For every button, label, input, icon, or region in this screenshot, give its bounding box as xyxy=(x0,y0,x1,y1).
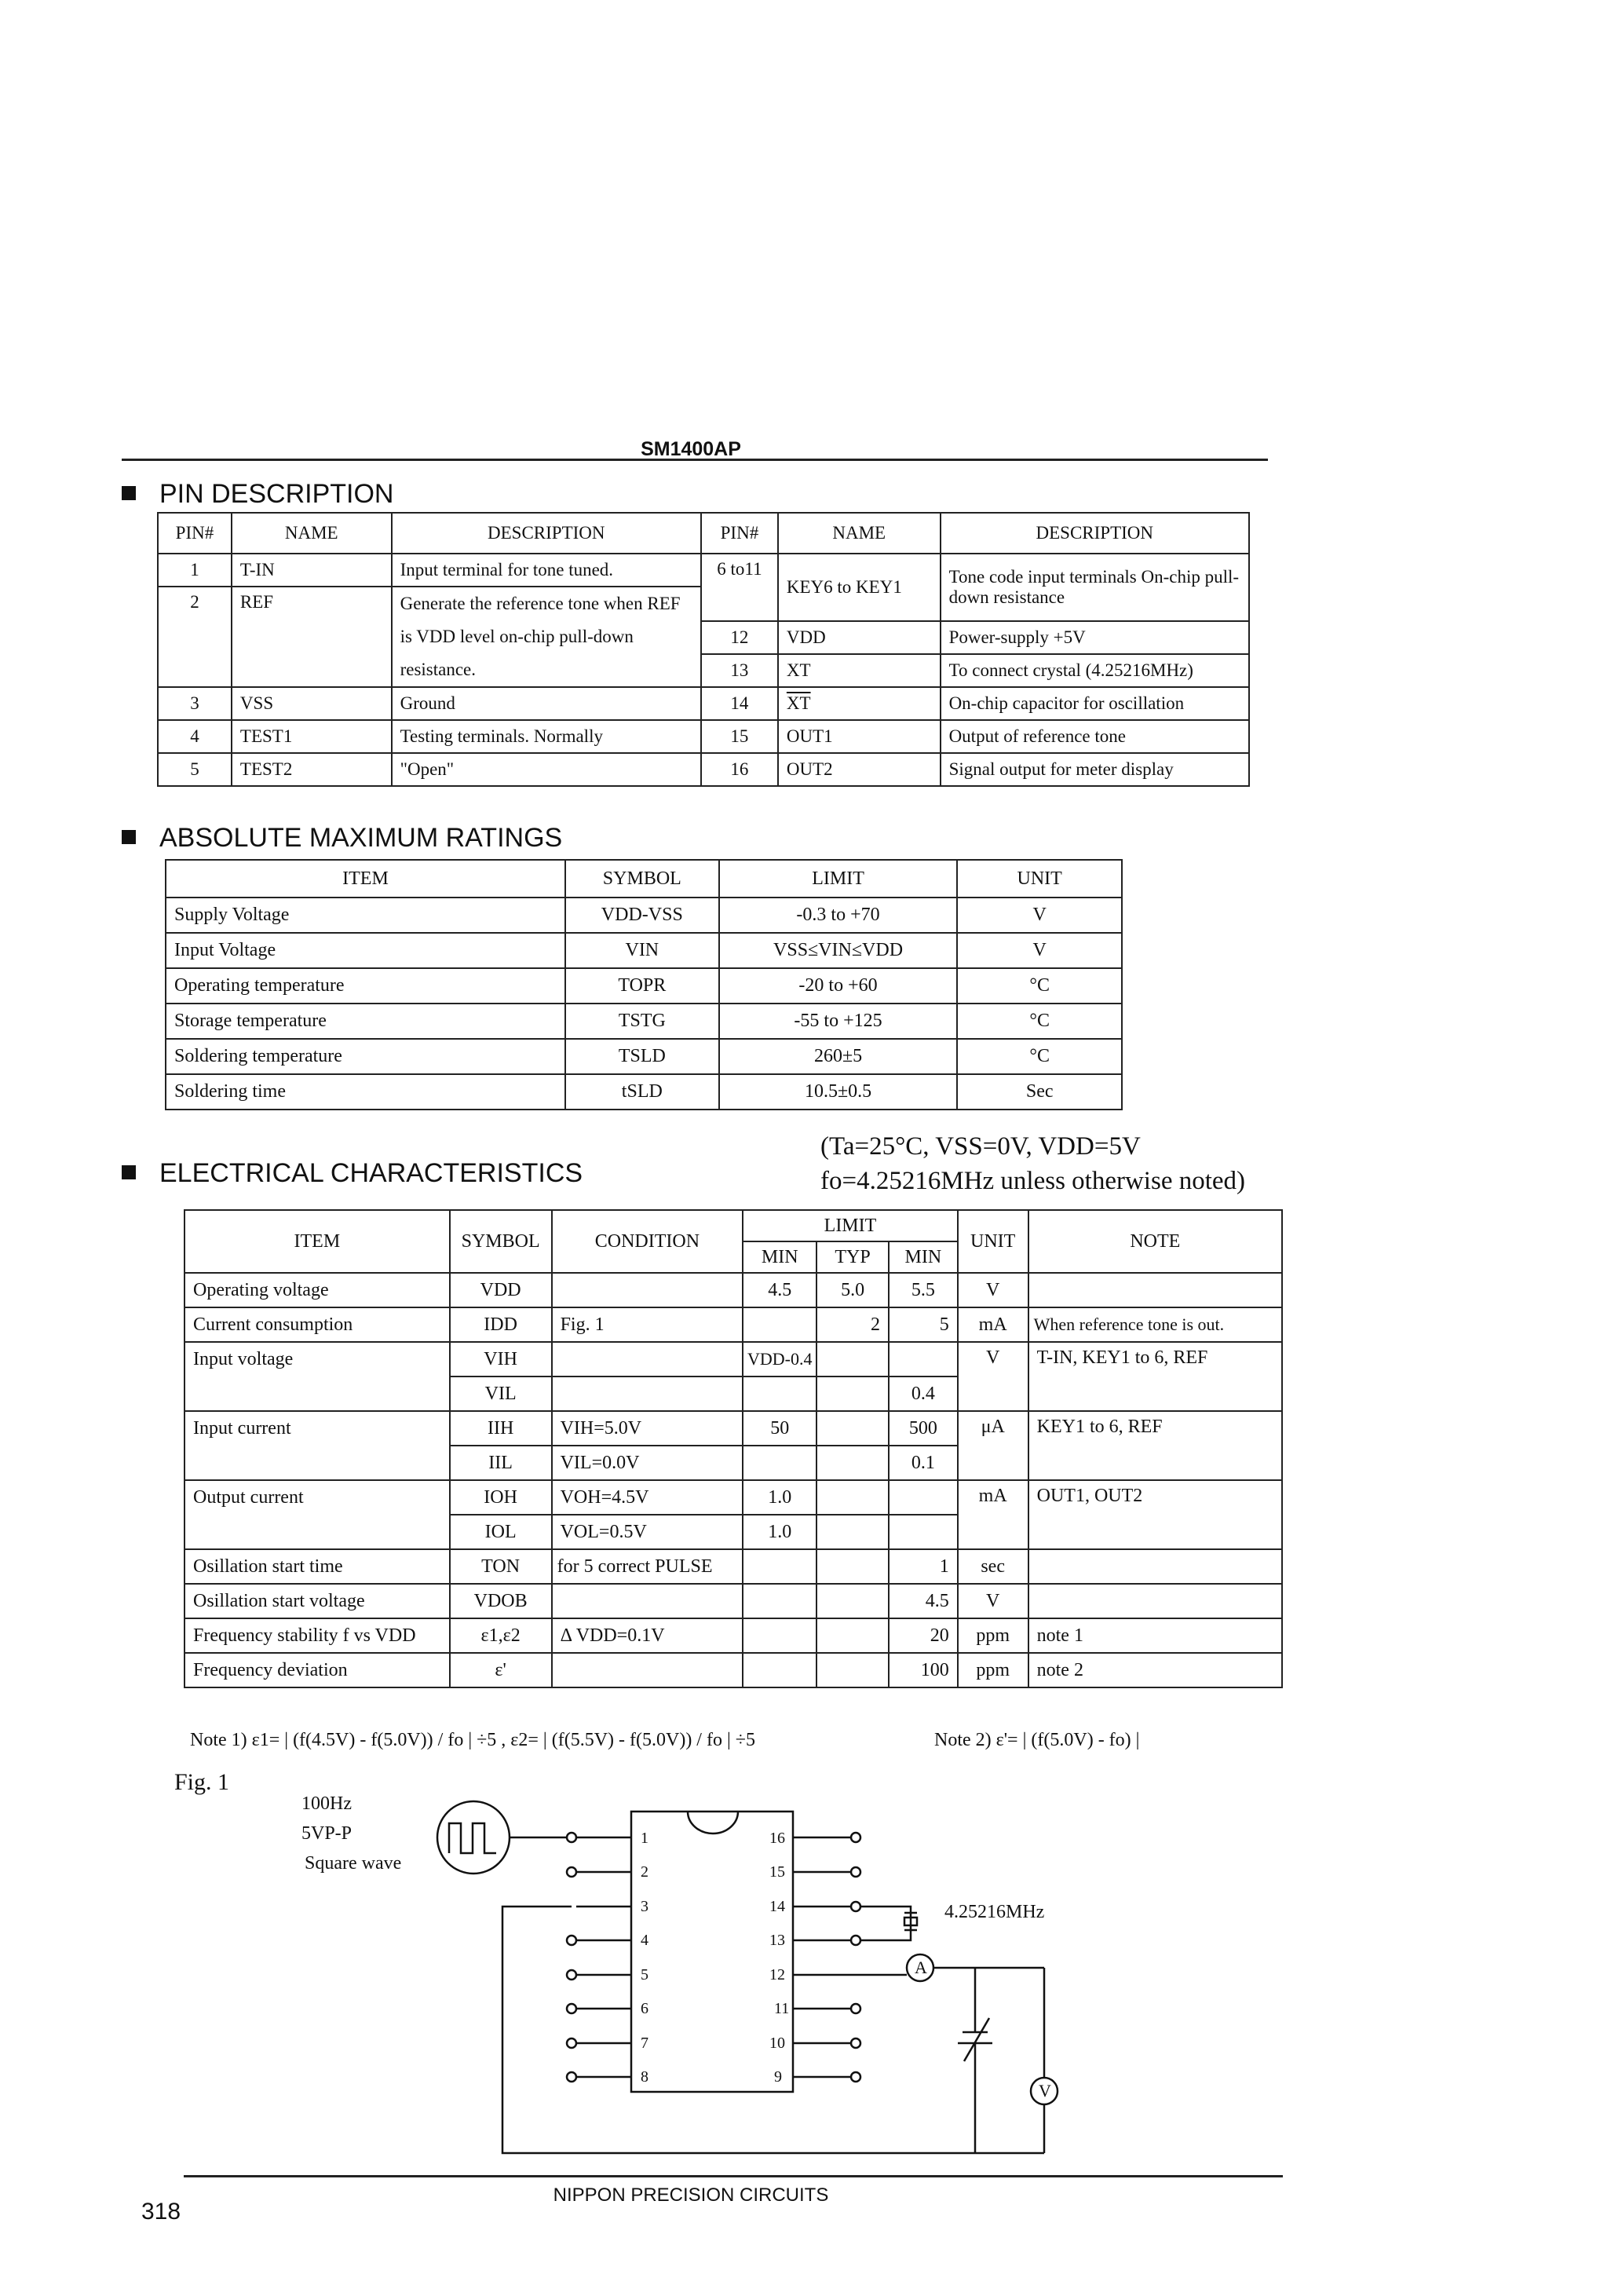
pin-number: 16 xyxy=(701,753,778,786)
elec-typ: 5.0 xyxy=(816,1273,889,1307)
pin-desc: Signal output for meter display xyxy=(941,753,1249,786)
pin-name: REF xyxy=(232,587,392,687)
col-header: PIN# xyxy=(158,513,232,554)
rating-limit: -55 to +125 xyxy=(719,1004,958,1039)
elec-max: 1 xyxy=(889,1549,958,1584)
rating-unit: °C xyxy=(957,968,1122,1004)
pin-desc: Input terminal for tone tuned. xyxy=(392,554,701,587)
svg-text:8: 8 xyxy=(641,2068,648,2086)
elec-min: 50 xyxy=(743,1411,816,1446)
pin-desc: Power-supply +5V xyxy=(941,621,1249,654)
elec-symbol: IIL xyxy=(450,1446,552,1480)
pin-desc: Ground xyxy=(392,687,701,720)
elec-symbol: VDOB xyxy=(450,1584,552,1618)
pin-desc: Tone code input terminals On-chip pull-down resistance xyxy=(941,554,1249,621)
pin-name: $\overline{XT}$ xyxy=(778,687,941,720)
rating-unit: °C xyxy=(957,1039,1122,1074)
rating-item: Input Voltage xyxy=(166,933,565,968)
elec-note: KEY1 to 6, REF xyxy=(1028,1411,1282,1480)
col-header: UNIT xyxy=(957,860,1122,898)
absolute-max-heading-text: ABSOLUTE MAXIMUM RATINGS xyxy=(159,823,563,853)
pin-number: 15 xyxy=(701,720,778,753)
pin-name: XT xyxy=(778,654,941,687)
elec-item: Osillation start voltage xyxy=(184,1584,450,1618)
rating-symbol: VIN xyxy=(565,933,719,968)
svg-text:16: 16 xyxy=(769,1830,785,1847)
elec-symbol: VIL xyxy=(450,1377,552,1411)
rating-limit: VSS≤VIN≤VDD xyxy=(719,933,958,968)
elec-unit: μA xyxy=(958,1411,1028,1480)
rating-limit: 10.5±0.5 xyxy=(719,1074,958,1110)
col-header: TYP xyxy=(816,1241,889,1273)
elec-condition: for 5 correct PULSE xyxy=(552,1549,743,1584)
pin-desc: Testing terminals. Normally xyxy=(392,720,701,753)
col-header: MIN xyxy=(889,1241,958,1273)
col-header: PIN# xyxy=(701,513,778,554)
rating-unit: Sec xyxy=(957,1074,1122,1110)
rating-item: Soldering temperature xyxy=(166,1039,565,1074)
pin-number: 12 xyxy=(701,621,778,654)
pin-name: KEY6 to KEY1 xyxy=(778,554,941,621)
svg-text:15: 15 xyxy=(769,1863,785,1881)
conditions-line-1: (Ta=25°C, VSS=0V, VDD=5V xyxy=(820,1132,1141,1161)
svg-text:10: 10 xyxy=(769,2035,785,2052)
svg-text:13: 13 xyxy=(769,1932,785,1949)
elec-min: 4.5 xyxy=(743,1273,816,1307)
svg-text:4: 4 xyxy=(641,1932,648,1949)
rating-symbol: tSLD xyxy=(565,1074,719,1110)
svg-text:1: 1 xyxy=(641,1830,648,1847)
elec-note: note 2 xyxy=(1028,1653,1282,1687)
elec-symbol: IOL xyxy=(450,1515,552,1549)
col-header: LIMIT xyxy=(719,860,958,898)
elec-max: 5 xyxy=(889,1307,958,1342)
elec-condition: VOL=0.5V xyxy=(552,1515,743,1549)
col-header: NAME xyxy=(232,513,392,554)
col-header: DESCRIPTION xyxy=(392,513,701,554)
elec-max: 5.5 xyxy=(889,1273,958,1307)
elec-symbol: ε1,ε2 xyxy=(450,1618,552,1653)
square-wave-icon xyxy=(449,1823,496,1853)
pin-name: VDD xyxy=(778,621,941,654)
ic-notch xyxy=(688,1812,738,1834)
note-1: Note 1) ε1= | (f(4.5V) - f(5.0V)) / fo | ÷5 , ε2= | (f(5.5V) - f(5.0V)) / fo | ÷5 xyxy=(190,1730,755,1750)
elec-unit: sec xyxy=(958,1549,1028,1584)
svg-text:9: 9 xyxy=(774,2068,782,2086)
elec-condition: Δ VDD=0.1V xyxy=(552,1618,743,1653)
elec-min: VDD-0.4 xyxy=(743,1342,816,1377)
crystal-frequency: 4.25216MHz xyxy=(944,1902,1045,1922)
pin-name: OUT2 xyxy=(778,753,941,786)
col-header: UNIT xyxy=(958,1210,1028,1273)
pin-name: T-IN xyxy=(232,554,392,587)
note-2: Note 2) ε'= | (f(5.0V) - fo) | xyxy=(934,1730,1140,1750)
rating-item: Operating temperature xyxy=(166,968,565,1004)
svg-text:3: 3 xyxy=(641,1898,648,1915)
svg-text:11: 11 xyxy=(774,2000,790,2017)
pin-number: 14 xyxy=(701,687,778,720)
pin-desc: Output of reference tone xyxy=(941,720,1249,753)
pin-number: 2 xyxy=(158,587,232,687)
source-type: Square wave xyxy=(305,1853,402,1874)
col-header: CONDITION xyxy=(552,1210,743,1273)
rating-unit: °C xyxy=(957,1004,1122,1039)
pin-number: 5 xyxy=(158,753,232,786)
elec-item: Frequency deviation xyxy=(184,1653,450,1687)
voltmeter-label: V xyxy=(1039,2081,1051,2100)
pin-labels xyxy=(641,1830,1051,2100)
svg-text:6: 6 xyxy=(641,2000,648,2017)
rating-symbol: TSLD xyxy=(565,1039,719,1074)
rating-symbol: TOPR xyxy=(565,968,719,1004)
elec-item: Input current xyxy=(184,1411,450,1480)
rating-limit: -20 to +60 xyxy=(719,968,958,1004)
pin-name: TEST2 xyxy=(232,753,392,786)
pin-name: TEST1 xyxy=(232,720,392,753)
elec-unit: ppm xyxy=(958,1653,1028,1687)
pin-description-heading-text: PIN DESCRIPTION xyxy=(159,479,394,509)
elec-item: Operating voltage xyxy=(184,1273,450,1307)
pin-desc: Generate the reference tone when REF is VDD level on-chip pull-down resistance. xyxy=(392,587,701,687)
rating-item: Soldering time xyxy=(166,1074,565,1110)
rating-unit: V xyxy=(957,898,1122,933)
rating-item: Storage temperature xyxy=(166,1004,565,1039)
elec-item: Frequency stability f vs VDD xyxy=(184,1618,450,1653)
elec-symbol: IOH xyxy=(450,1480,552,1515)
elec-condition: VIL=0.0V xyxy=(552,1446,743,1480)
elec-unit: mA xyxy=(958,1480,1028,1549)
svg-text:7: 7 xyxy=(641,2035,648,2052)
elec-symbol: IIH xyxy=(450,1411,552,1446)
pin-desc: On-chip capacitor for oscillation xyxy=(941,687,1249,720)
elec-unit: ppm xyxy=(958,1618,1028,1653)
elec-symbol: IDD xyxy=(450,1307,552,1342)
elec-note: OUT1, OUT2 xyxy=(1028,1480,1282,1549)
elec-item: Input voltage xyxy=(184,1342,450,1411)
elec-symbol: TON xyxy=(450,1549,552,1584)
pin-name: VSS xyxy=(232,687,392,720)
elec-unit: V xyxy=(958,1342,1028,1411)
elec-note: note 1 xyxy=(1028,1618,1282,1653)
elec-max: 4.5 xyxy=(889,1584,958,1618)
elec-unit: V xyxy=(958,1273,1028,1307)
elec-symbol: VIH xyxy=(450,1342,552,1377)
col-header: DESCRIPTION xyxy=(941,513,1249,554)
elec-unit: V xyxy=(958,1584,1028,1618)
elec-item: Osillation start time xyxy=(184,1549,450,1584)
col-header: NAME xyxy=(778,513,941,554)
pin-number: 3 xyxy=(158,687,232,720)
elec-unit: mA xyxy=(958,1307,1028,1342)
elec-condition: Fig. 1 xyxy=(552,1307,743,1342)
svg-text:2: 2 xyxy=(641,1863,648,1881)
elec-symbol: ε' xyxy=(450,1653,552,1687)
svg-text:12: 12 xyxy=(769,1966,785,1983)
col-header: NOTE xyxy=(1028,1210,1282,1273)
footer-company: NIPPON PRECISION CIRCUITS xyxy=(553,2184,829,2206)
page-header-part-number: SM1400AP xyxy=(641,438,741,460)
source-amplitude: 5VP-P xyxy=(301,1823,353,1844)
conditions-line-2: fo=4.25216MHz unless otherwise noted) xyxy=(820,1167,1246,1195)
elec-max: 500 xyxy=(889,1411,958,1446)
pin-number: 1 xyxy=(158,554,232,587)
col-header: MIN xyxy=(743,1241,816,1273)
rating-unit: V xyxy=(957,933,1122,968)
svg-text:14: 14 xyxy=(769,1898,785,1915)
elec-max: 0.4 xyxy=(889,1377,958,1411)
pin-desc: "Open" xyxy=(392,753,701,786)
svg-text:5: 5 xyxy=(641,1966,648,1983)
elec-note: T-IN, KEY1 to 6, REF xyxy=(1028,1342,1282,1411)
pin-number: 13 xyxy=(701,654,778,687)
col-header: ITEM xyxy=(184,1210,450,1273)
ammeter-label: A xyxy=(915,1958,927,1977)
elec-typ: 2 xyxy=(816,1307,889,1342)
rating-limit: 260±5 xyxy=(719,1039,958,1074)
elec-note: When reference tone is out. xyxy=(1028,1307,1282,1342)
elec-item: Current consumption xyxy=(184,1307,450,1342)
elec-item: Output current xyxy=(184,1480,450,1549)
rating-item: Supply Voltage xyxy=(166,898,565,933)
pin-number: 4 xyxy=(158,720,232,753)
figure-label: Fig. 1 xyxy=(174,1769,230,1795)
source-frequency: 100Hz xyxy=(301,1793,352,1814)
elec-max: 20 xyxy=(889,1618,958,1653)
col-header: LIMIT xyxy=(743,1210,957,1241)
pin-name: OUT1 xyxy=(778,720,941,753)
footer-rule xyxy=(184,2175,1283,2177)
elec-max: 0.1 xyxy=(889,1446,958,1480)
elec-min: 1.0 xyxy=(743,1480,816,1515)
col-header: ITEM xyxy=(166,860,565,898)
rating-limit: -0.3 to +70 xyxy=(719,898,958,933)
page-number: 318 xyxy=(141,2199,181,2225)
rating-symbol: TSTG xyxy=(565,1004,719,1039)
elec-max: 100 xyxy=(889,1653,958,1687)
elec-condition: VOH=4.5V xyxy=(552,1480,743,1515)
electrical-heading-text: ELECTRICAL CHARACTERISTICS xyxy=(159,1158,583,1188)
col-header: SYMBOL xyxy=(450,1210,552,1273)
elec-min: 1.0 xyxy=(743,1515,816,1549)
pin-number: 6 to11 xyxy=(701,554,778,621)
elec-symbol: VDD xyxy=(450,1273,552,1307)
elec-condition: VIH=5.0V xyxy=(552,1411,743,1446)
col-header: SYMBOL xyxy=(565,860,719,898)
pin-desc: To connect crystal (4.25216MHz) xyxy=(941,654,1249,687)
rating-symbol: VDD-VSS xyxy=(565,898,719,933)
